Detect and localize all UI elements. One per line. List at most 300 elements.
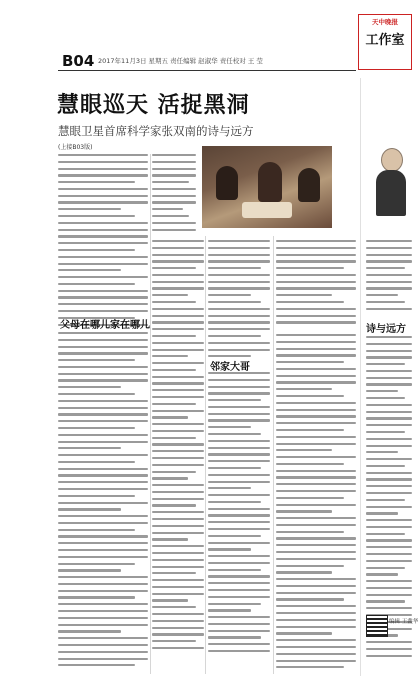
text-line-placeholder bbox=[58, 229, 148, 231]
text-line-placeholder bbox=[276, 281, 356, 283]
page-header bbox=[0, 0, 415, 70]
text-line-placeholder bbox=[276, 267, 344, 269]
text-line-placeholder bbox=[152, 552, 204, 554]
text-line-placeholder bbox=[366, 648, 412, 650]
text-line-placeholder bbox=[276, 524, 356, 526]
text-line-placeholder bbox=[152, 168, 196, 170]
text-line-placeholder bbox=[152, 174, 196, 176]
text-line-placeholder bbox=[366, 560, 412, 562]
text-line-placeholder bbox=[58, 235, 148, 237]
text-line-placeholder bbox=[58, 427, 135, 429]
text-line-placeholder bbox=[152, 525, 204, 527]
text-line-placeholder bbox=[276, 571, 332, 573]
text-line-placeholder bbox=[276, 395, 344, 397]
text-line-placeholder bbox=[208, 342, 270, 344]
text-line-placeholder bbox=[366, 240, 412, 242]
portrait-body bbox=[376, 170, 406, 216]
text-line-placeholder bbox=[208, 254, 270, 256]
text-line-placeholder bbox=[208, 321, 270, 323]
text-column-2-lower bbox=[152, 240, 204, 654]
text-line-placeholder bbox=[58, 542, 148, 544]
text-line-placeholder bbox=[366, 431, 405, 433]
text-line-placeholder bbox=[276, 632, 332, 634]
text-line-placeholder bbox=[152, 267, 196, 269]
text-line-placeholder bbox=[366, 485, 412, 487]
text-line-placeholder bbox=[208, 501, 261, 503]
text-line-placeholder bbox=[208, 386, 270, 388]
text-line-placeholder bbox=[152, 633, 204, 635]
text-line-placeholder bbox=[152, 382, 204, 384]
text-line-placeholder bbox=[58, 249, 135, 251]
text-column-5 bbox=[366, 240, 412, 315]
text-line-placeholder bbox=[208, 528, 270, 530]
text-line-placeholder bbox=[152, 491, 204, 493]
text-line-placeholder bbox=[152, 593, 204, 595]
text-line-placeholder bbox=[58, 379, 148, 381]
text-line-placeholder bbox=[152, 195, 196, 197]
text-line-placeholder bbox=[208, 521, 270, 523]
text-line-placeholder bbox=[366, 445, 412, 447]
text-line-placeholder bbox=[366, 465, 405, 467]
text-line-placeholder bbox=[208, 494, 270, 496]
text-line-placeholder bbox=[58, 413, 148, 415]
column-divider bbox=[150, 154, 151, 674]
text-line-placeholder bbox=[208, 603, 261, 605]
text-line-placeholder bbox=[366, 587, 412, 589]
text-line-placeholder bbox=[366, 411, 412, 413]
article-headline: 慧眼巡天 活捉黑洞 bbox=[57, 92, 250, 118]
text-line-placeholder bbox=[58, 366, 148, 368]
text-line-placeholder bbox=[276, 361, 344, 363]
photo-person-center bbox=[258, 162, 282, 202]
text-line-placeholder bbox=[208, 636, 261, 638]
text-line-placeholder bbox=[58, 447, 121, 449]
masthead-section: 工作室 bbox=[365, 33, 405, 48]
text-line-placeholder bbox=[366, 281, 412, 283]
text-line-placeholder bbox=[366, 438, 412, 440]
text-line-placeholder bbox=[276, 639, 356, 641]
text-line-placeholder bbox=[366, 370, 412, 372]
text-line-placeholder bbox=[152, 613, 204, 615]
text-line-placeholder bbox=[58, 303, 148, 305]
text-line-placeholder bbox=[152, 566, 204, 568]
text-line-placeholder bbox=[208, 267, 261, 269]
text-line-placeholder bbox=[276, 531, 344, 533]
text-line-placeholder bbox=[276, 287, 356, 289]
text-line-placeholder bbox=[152, 450, 204, 452]
text-line-placeholder bbox=[276, 558, 356, 560]
text-line-placeholder bbox=[152, 396, 204, 398]
text-line-placeholder bbox=[366, 655, 412, 657]
text-line-placeholder bbox=[276, 483, 356, 485]
text-column-4-lower bbox=[276, 334, 356, 673]
text-line-placeholder bbox=[366, 594, 412, 596]
text-line-placeholder bbox=[58, 352, 148, 354]
text-line-placeholder bbox=[58, 664, 135, 666]
text-line-placeholder bbox=[58, 522, 148, 524]
text-line-placeholder bbox=[208, 413, 270, 415]
text-line-placeholder bbox=[58, 208, 121, 210]
text-line-placeholder bbox=[276, 490, 356, 492]
text-line-placeholder bbox=[58, 222, 148, 224]
text-line-placeholder bbox=[366, 526, 412, 528]
text-line-placeholder bbox=[366, 397, 405, 399]
text-line-placeholder bbox=[276, 612, 356, 614]
text-line-placeholder bbox=[152, 511, 204, 513]
text-line-placeholder bbox=[366, 336, 412, 338]
text-line-placeholder bbox=[276, 334, 356, 336]
text-line-placeholder bbox=[366, 553, 412, 555]
text-line-placeholder bbox=[152, 586, 204, 588]
text-line-placeholder bbox=[152, 335, 196, 337]
text-line-placeholder bbox=[366, 247, 412, 249]
text-line-placeholder bbox=[152, 504, 196, 506]
text-line-placeholder bbox=[208, 426, 251, 428]
text-line-placeholder bbox=[152, 477, 188, 479]
text-line-placeholder bbox=[58, 269, 121, 271]
text-line-placeholder bbox=[58, 283, 135, 285]
text-line-placeholder bbox=[276, 294, 332, 296]
text-line-placeholder bbox=[208, 623, 270, 625]
text-line-placeholder bbox=[276, 368, 356, 370]
text-line-placeholder bbox=[366, 567, 405, 569]
text-line-placeholder bbox=[276, 619, 356, 621]
text-line-placeholder bbox=[276, 456, 356, 458]
text-line-placeholder bbox=[152, 294, 188, 296]
text-line-placeholder bbox=[152, 484, 204, 486]
text-line-placeholder bbox=[366, 580, 412, 582]
text-line-placeholder bbox=[366, 390, 398, 392]
text-line-placeholder bbox=[58, 596, 135, 598]
text-line-placeholder bbox=[58, 215, 135, 217]
text-line-placeholder bbox=[208, 596, 270, 598]
text-column-2 bbox=[152, 154, 196, 235]
text-line-placeholder bbox=[208, 453, 270, 455]
masthead-brand: 天中晚报 bbox=[372, 18, 398, 26]
text-column-3 bbox=[208, 240, 270, 362]
text-line-placeholder bbox=[276, 429, 344, 431]
text-line-placeholder bbox=[152, 627, 204, 629]
text-line-placeholder bbox=[208, 467, 261, 469]
text-column-1-lower bbox=[58, 332, 148, 671]
text-line-placeholder bbox=[58, 400, 148, 402]
text-line-placeholder bbox=[366, 350, 412, 352]
text-line-placeholder bbox=[208, 447, 270, 449]
text-line-placeholder bbox=[276, 517, 356, 519]
text-line-placeholder bbox=[208, 399, 261, 401]
text-line-placeholder bbox=[58, 441, 148, 443]
text-line-placeholder bbox=[58, 154, 148, 156]
qr-code-icon bbox=[366, 615, 388, 637]
text-line-placeholder bbox=[276, 510, 332, 512]
text-line-placeholder bbox=[276, 315, 356, 317]
text-line-placeholder bbox=[152, 518, 204, 520]
text-line-placeholder bbox=[152, 532, 204, 534]
text-line-placeholder bbox=[152, 538, 188, 540]
text-line-placeholder bbox=[58, 610, 148, 612]
text-line-placeholder bbox=[208, 650, 270, 652]
text-line-placeholder bbox=[366, 472, 412, 474]
text-line-placeholder bbox=[208, 240, 270, 242]
text-line-placeholder bbox=[276, 274, 356, 276]
text-line-placeholder bbox=[276, 321, 356, 323]
text-column-1 bbox=[58, 154, 148, 330]
text-line-placeholder bbox=[208, 392, 270, 394]
section-heading-neighbor: 邻家大哥 bbox=[210, 362, 250, 373]
text-line-placeholder bbox=[276, 537, 356, 539]
text-line-placeholder bbox=[58, 488, 148, 490]
text-line-placeholder bbox=[58, 310, 148, 312]
text-line-placeholder bbox=[58, 195, 148, 197]
text-line-placeholder bbox=[366, 600, 405, 602]
text-line-placeholder bbox=[152, 620, 204, 622]
section-heading-poetry: 诗与远方 bbox=[366, 324, 406, 335]
text-column-4 bbox=[276, 240, 356, 328]
text-line-placeholder bbox=[276, 653, 356, 655]
text-line-placeholder bbox=[276, 470, 356, 472]
article-subtitle: 慧眼卫星首席科学家张双南的诗与远方 bbox=[58, 124, 254, 138]
text-line-placeholder bbox=[58, 495, 135, 497]
text-line-placeholder bbox=[152, 362, 204, 364]
text-line-placeholder bbox=[152, 222, 196, 224]
column-divider bbox=[273, 236, 274, 674]
text-line-placeholder bbox=[208, 582, 270, 584]
text-line-placeholder bbox=[208, 308, 270, 310]
text-line-placeholder bbox=[58, 174, 148, 176]
text-line-placeholder bbox=[208, 542, 270, 544]
text-line-placeholder bbox=[208, 247, 270, 249]
text-line-placeholder bbox=[152, 274, 204, 276]
text-line-placeholder bbox=[208, 548, 251, 550]
text-line-placeholder bbox=[208, 328, 270, 330]
text-line-placeholder bbox=[276, 626, 356, 628]
text-column-5-lower bbox=[366, 336, 412, 662]
text-line-placeholder bbox=[208, 609, 251, 611]
text-line-placeholder bbox=[276, 348, 356, 350]
text-line-placeholder bbox=[366, 301, 405, 303]
text-line-placeholder bbox=[152, 281, 204, 283]
text-line-placeholder bbox=[276, 476, 356, 478]
text-line-placeholder bbox=[366, 356, 412, 358]
text-line-placeholder bbox=[366, 274, 412, 276]
text-line-placeholder bbox=[366, 451, 398, 453]
text-line-placeholder bbox=[152, 254, 204, 256]
text-line-placeholder bbox=[276, 341, 356, 343]
text-line-placeholder bbox=[366, 417, 412, 419]
text-line-placeholder bbox=[58, 590, 148, 592]
text-line-placeholder bbox=[208, 643, 270, 645]
text-line-placeholder bbox=[276, 381, 356, 383]
text-line-placeholder bbox=[208, 616, 270, 618]
text-line-placeholder bbox=[152, 464, 204, 466]
photo-table-object bbox=[242, 202, 292, 218]
text-line-placeholder bbox=[276, 422, 356, 424]
text-line-placeholder bbox=[208, 474, 270, 476]
text-line-placeholder bbox=[366, 363, 405, 365]
text-line-placeholder bbox=[208, 294, 251, 296]
text-line-placeholder bbox=[58, 502, 148, 504]
text-line-placeholder bbox=[276, 578, 356, 580]
text-line-placeholder bbox=[58, 181, 135, 183]
text-line-placeholder bbox=[152, 416, 188, 418]
text-line-placeholder bbox=[208, 349, 270, 351]
text-line-placeholder bbox=[58, 454, 148, 456]
text-line-placeholder bbox=[58, 535, 148, 537]
text-line-placeholder bbox=[58, 256, 148, 258]
text-line-placeholder bbox=[58, 617, 148, 619]
text-line-placeholder bbox=[152, 498, 204, 500]
text-line-placeholder bbox=[208, 481, 270, 483]
section-heading-parents: 父母在哪儿家在哪儿 bbox=[60, 320, 150, 331]
text-line-placeholder bbox=[152, 369, 196, 371]
text-line-placeholder bbox=[276, 504, 356, 506]
text-line-placeholder bbox=[276, 415, 356, 417]
text-line-placeholder bbox=[276, 436, 356, 438]
text-line-placeholder bbox=[152, 599, 188, 601]
text-line-placeholder bbox=[366, 641, 412, 643]
photo-person-right bbox=[298, 168, 320, 202]
text-line-placeholder bbox=[276, 240, 356, 242]
text-line-placeholder bbox=[58, 563, 135, 565]
text-line-placeholder bbox=[208, 335, 261, 337]
text-line-placeholder bbox=[58, 624, 148, 626]
text-line-placeholder bbox=[152, 430, 204, 432]
text-line-placeholder bbox=[208, 575, 270, 577]
text-line-placeholder bbox=[152, 410, 204, 412]
text-line-placeholder bbox=[276, 254, 356, 256]
text-line-placeholder bbox=[366, 512, 398, 514]
sidebar-rule bbox=[360, 78, 361, 676]
text-line-placeholder bbox=[152, 342, 204, 344]
text-line-placeholder bbox=[366, 343, 412, 345]
text-line-placeholder bbox=[276, 598, 344, 600]
portrait-head bbox=[381, 148, 403, 172]
text-line-placeholder bbox=[208, 555, 270, 557]
text-line-placeholder bbox=[276, 402, 356, 404]
text-line-placeholder bbox=[152, 161, 196, 163]
text-line-placeholder bbox=[366, 383, 412, 385]
text-line-placeholder bbox=[152, 579, 204, 581]
text-line-placeholder bbox=[152, 471, 196, 473]
text-line-placeholder bbox=[276, 646, 356, 648]
text-line-placeholder bbox=[208, 379, 270, 381]
text-line-placeholder bbox=[58, 644, 148, 646]
text-line-placeholder bbox=[58, 346, 148, 348]
text-line-placeholder bbox=[152, 308, 204, 310]
text-line-placeholder bbox=[208, 419, 270, 421]
text-line-placeholder bbox=[366, 424, 412, 426]
text-line-placeholder bbox=[152, 208, 183, 210]
text-line-placeholder bbox=[208, 487, 251, 489]
text-line-placeholder bbox=[152, 647, 204, 649]
text-line-placeholder bbox=[58, 332, 148, 334]
text-line-placeholder bbox=[276, 388, 332, 390]
text-line-placeholder bbox=[366, 294, 398, 296]
text-line-placeholder bbox=[208, 589, 270, 591]
text-line-placeholder bbox=[208, 535, 261, 537]
text-line-placeholder bbox=[152, 188, 196, 190]
text-line-placeholder bbox=[152, 559, 204, 561]
text-line-placeholder bbox=[208, 406, 270, 408]
text-line-placeholder bbox=[58, 373, 148, 375]
text-line-placeholder bbox=[276, 409, 356, 411]
text-line-placeholder bbox=[366, 533, 405, 535]
text-line-placeholder bbox=[58, 461, 135, 463]
text-line-placeholder bbox=[152, 229, 196, 231]
text-line-placeholder bbox=[276, 354, 356, 356]
text-line-placeholder bbox=[276, 247, 356, 249]
text-line-placeholder bbox=[58, 468, 148, 470]
text-line-placeholder bbox=[152, 328, 204, 330]
text-line-placeholder bbox=[152, 572, 196, 574]
text-line-placeholder bbox=[366, 573, 398, 575]
text-line-placeholder bbox=[152, 376, 204, 378]
text-line-placeholder bbox=[366, 607, 412, 609]
text-line-placeholder bbox=[58, 508, 121, 510]
text-line-placeholder bbox=[152, 215, 189, 217]
text-line-placeholder bbox=[58, 290, 148, 292]
text-line-placeholder bbox=[366, 377, 412, 379]
text-line-placeholder bbox=[58, 339, 148, 341]
text-line-placeholder bbox=[58, 583, 148, 585]
text-line-placeholder bbox=[208, 433, 261, 435]
text-line-placeholder bbox=[58, 603, 148, 605]
text-line-placeholder bbox=[276, 660, 356, 662]
text-line-placeholder bbox=[366, 287, 412, 289]
text-line-placeholder bbox=[276, 551, 356, 553]
article-byline: (上接B03版) bbox=[58, 144, 93, 151]
text-line-placeholder bbox=[208, 274, 270, 276]
editor-label: 编辑 王鑫华 bbox=[389, 619, 418, 625]
text-line-placeholder bbox=[152, 457, 204, 459]
text-line-placeholder bbox=[366, 499, 405, 501]
text-line-placeholder bbox=[152, 154, 196, 156]
text-line-placeholder bbox=[58, 549, 148, 551]
text-line-placeholder bbox=[276, 308, 356, 310]
text-line-placeholder bbox=[208, 440, 270, 442]
text-line-placeholder bbox=[58, 168, 148, 170]
text-line-placeholder bbox=[152, 260, 204, 262]
text-line-placeholder bbox=[276, 497, 344, 499]
text-line-placeholder bbox=[208, 301, 261, 303]
text-line-placeholder bbox=[58, 161, 148, 163]
text-line-placeholder bbox=[152, 545, 204, 547]
text-line-placeholder bbox=[58, 263, 148, 265]
text-line-placeholder bbox=[152, 355, 188, 357]
text-line-placeholder bbox=[276, 544, 356, 546]
text-line-placeholder bbox=[152, 349, 204, 351]
text-line-placeholder bbox=[58, 434, 148, 436]
text-line-placeholder bbox=[58, 529, 135, 531]
text-line-placeholder bbox=[152, 437, 196, 439]
text-line-placeholder bbox=[276, 565, 344, 567]
text-line-placeholder bbox=[152, 321, 204, 323]
text-line-placeholder bbox=[152, 247, 204, 249]
text-line-placeholder bbox=[152, 423, 204, 425]
issue-meta: 2017年11月3日 星期五 责任编辑 赵淑华 责任校对 王 莹 bbox=[98, 57, 263, 65]
text-line-placeholder bbox=[152, 301, 196, 303]
text-line-placeholder bbox=[366, 478, 412, 480]
portrait-photo bbox=[372, 78, 412, 228]
text-line-placeholder bbox=[58, 651, 148, 653]
text-line-placeholder bbox=[58, 481, 148, 483]
text-line-placeholder bbox=[276, 592, 356, 594]
text-line-placeholder bbox=[276, 666, 344, 668]
text-line-placeholder bbox=[152, 287, 204, 289]
text-line-placeholder bbox=[276, 375, 356, 377]
text-line-placeholder bbox=[58, 188, 148, 190]
text-line-placeholder bbox=[366, 260, 412, 262]
